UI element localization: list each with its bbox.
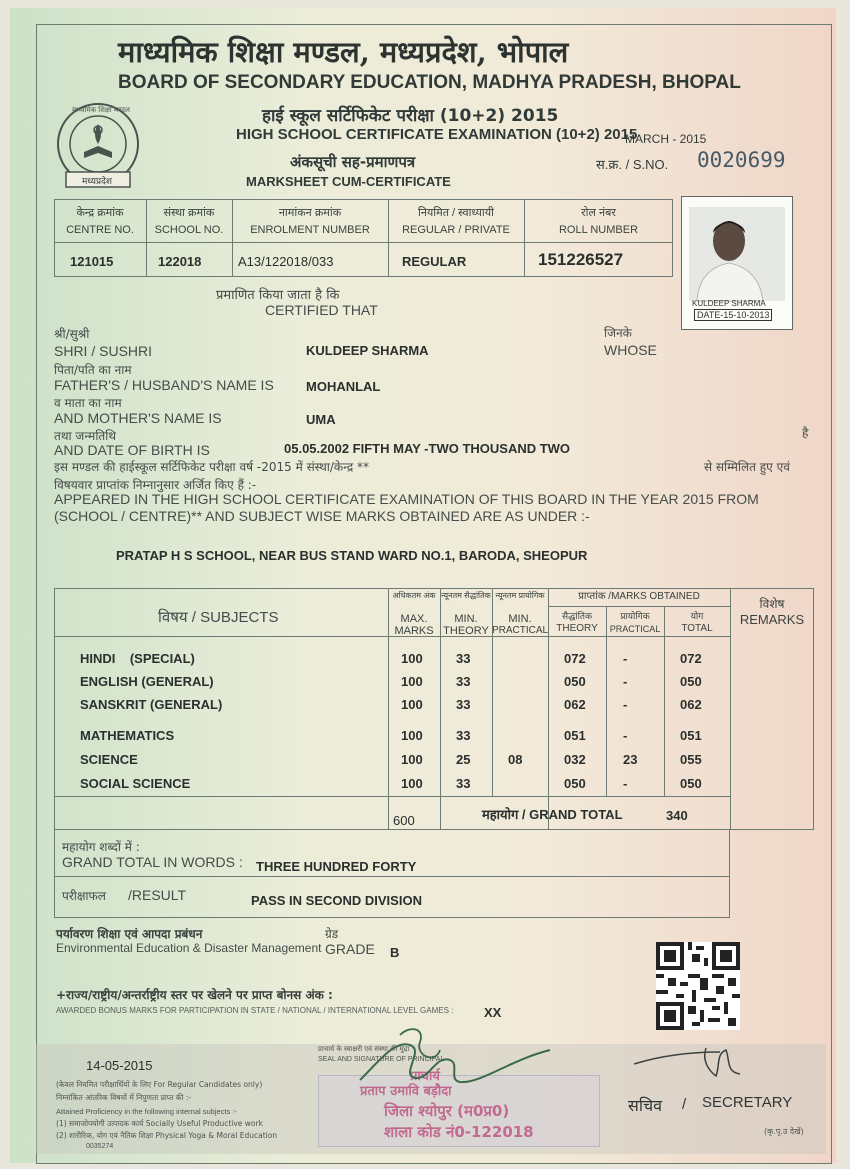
total-marks: 055 [680, 752, 702, 767]
mother-name: UMA [306, 412, 336, 427]
secretary-label-slash: / [682, 1096, 687, 1113]
grand-total-label: महायोग / GRAND TOTAL [482, 807, 623, 822]
regular-private-value: REGULAR [402, 254, 467, 269]
exam-title-english: HIGH SCHOOL CERTIFICATE EXAMINATION (10+2) 2015 [236, 126, 638, 143]
total-marks: 050 [680, 776, 702, 791]
theory-marks: 032 [564, 752, 586, 767]
exam-title-hindi: हाई स्कूल सर्टिफिकेट परीक्षा (10+2) 2015 [262, 106, 559, 126]
max-header-1: MAX. [400, 613, 428, 625]
marksheet-title-english: MARKSHEET CUM-CERTIFICATE [246, 174, 451, 189]
result-label: /RESULT [128, 887, 187, 903]
min-theory: 33 [456, 674, 471, 689]
subjects-header: विषय / SUBJECTS [158, 609, 279, 626]
min-theory-header-hindi: न्यूनतम सैद्धांतिक [441, 591, 491, 600]
grand-total-words-value: THREE HUNDRED FORTY [256, 859, 417, 874]
theory-marks: 062 [564, 697, 586, 712]
subject-name: MATHEMATICS [80, 728, 175, 743]
serial-label: स.क्र. / S.NO. [596, 157, 669, 172]
exam-session: MARCH - 2015 [625, 132, 707, 146]
photo-caption-date: DATE-15-10-2013 [694, 309, 772, 321]
stamp-line-4: शाला कोड नं0-122018 [384, 1123, 534, 1141]
grade-value: B [390, 945, 400, 960]
centre-no-header-hindi: केन्द्र क्रमांक [76, 207, 124, 219]
roll-number-header: ROLL NUMBER [558, 224, 639, 236]
max-header-2: MARKS [394, 625, 434, 637]
env-education-hindi: पर्यावरण शिक्षा एवं आपदा प्रबंधन [56, 927, 203, 941]
student-photo [681, 196, 793, 330]
obtained-header: प्राप्तांक /MARKS OBTAINED [578, 591, 700, 602]
remarks-header: REMARKS [739, 612, 805, 627]
mother-label: AND MOTHER'S NAME IS [54, 410, 222, 426]
practical-marks: - [623, 728, 628, 743]
grand-total-value: 340 [666, 808, 688, 823]
father-label-hindi: पिता/पति का नाम [54, 363, 132, 377]
summary-divider [54, 876, 730, 877]
practical-marks: - [623, 674, 628, 689]
principal-label-hindi: प्राचार्य के स्वाक्षरी एवं संस्था की मुद्रा [318, 1045, 410, 1053]
max-marks: 100 [401, 728, 423, 743]
theory-marks: 051 [564, 728, 586, 743]
result-value: PASS IN SECOND DIVISION [251, 893, 422, 908]
max-marks: 100 [401, 651, 423, 666]
emblem-caption: मध्यप्रदेश [82, 177, 113, 187]
bonus-value: XX [484, 1005, 502, 1020]
father-label: FATHER'S / HUSBAND'S NAME IS [54, 377, 274, 393]
min-theory-header-2: THEORY [443, 625, 489, 637]
name-label: SHRI / SUSHRI [54, 343, 153, 359]
subject-name: SOCIAL SCIENCE [80, 776, 191, 791]
appeared-english-line-2: (SCHOOL / CENTRE)** AND SUBJECT WISE MARKS OBTAINED ARE AS UNDER :- [54, 508, 590, 524]
date-of-birth: 05.05.2002 FIFTH MAY -TWO THOUSAND TWO [284, 441, 571, 456]
practical-marks: - [623, 651, 628, 666]
secretary-label-hindi: सचिव [628, 1096, 663, 1115]
total-marks: 050 [680, 674, 702, 689]
enrolment-header-hindi: नामांकन क्रमांक [278, 207, 342, 219]
school-no-value: 122018 [158, 254, 202, 269]
result-label-hindi: परीक्षाफल [62, 889, 106, 903]
min-practical-header-hindi: न्यूनतम प्रायोगिक [495, 591, 545, 600]
total-marks: 072 [680, 651, 702, 666]
proficiency-item-2: (2) शारीरिक, योग एवं नैतिक शिक्षा Physical Yoga & Moral Education [56, 1131, 278, 1140]
max-marks: 100 [401, 752, 423, 767]
subject-name: HINDI (SPECIAL) [80, 651, 195, 666]
bonus-label-english: AWARDED BONUS MARKS FOR PARTICIPATION IN STATE / NATIONAL / INTERNATIONAL LEVEL GAMES : [56, 1006, 454, 1015]
proficiency-note-english: Attained Proficiency in the following internal subjects :- [56, 1107, 237, 1116]
regular-private-header: REGULAR / PRIVATE [402, 224, 510, 236]
roll-number-value: 151226527 [538, 250, 624, 269]
practical-marks: - [623, 776, 628, 791]
appeared-hindi-line-1: इस मण्डल की हाईस्कूल सर्टिफिकेट परीक्षा वर्ष -2015 में संस्था/केन्द्र ** [54, 460, 370, 474]
regular-candidates-note: (केवल नियमित परीक्षार्थियों के लिए For Regular Candidates only) [56, 1080, 263, 1089]
subject-name: ENGLISH (GENERAL) [80, 674, 214, 689]
min-theory: 33 [456, 651, 471, 666]
min-theory: 25 [456, 752, 471, 767]
practical-header-hindi: प्रायोगिक [620, 611, 650, 621]
board-name-hindi: माध्यमिक शिक्षा मण्डल, मध्यप्रदेश, भोपाल [118, 35, 569, 69]
total-header-hindi: योग [690, 611, 704, 621]
subject-name: SCIENCE [80, 752, 138, 767]
grade-label: GRADE [325, 941, 375, 957]
centre-no-value: 121015 [70, 254, 114, 269]
enrolment-header: ENROLMENT NUMBER [250, 224, 370, 236]
theory-marks: 050 [564, 776, 586, 791]
name-label-hindi: श्री/सुश्री [54, 327, 90, 341]
max-marks-total: 600 [393, 813, 415, 828]
principal-label-english: SEAL AND SIGNATURE OF PRINCIPAL [318, 1056, 445, 1063]
appeared-hindi-line-1-end: से सम्मिलित हुए एवं [704, 460, 790, 474]
min-practical-header-1: MIN. [508, 613, 532, 625]
subject-name: SANSKRIT (GENERAL) [80, 697, 223, 712]
student-name: KULDEEP SHARMA [306, 343, 429, 358]
theory-marks: 072 [564, 651, 586, 666]
principal-signature [340, 1020, 560, 1100]
secretary-signature [630, 1042, 770, 1090]
stamp-line-2: प्रताप उमावि बड़ौदा [360, 1084, 452, 1099]
grand-total-words-label: GRAND TOTAL IN WORDS : [62, 854, 243, 870]
min-practical: 08 [508, 752, 523, 767]
page-turn-note: (कृ.पृ.उ देखें) [764, 1127, 804, 1136]
total-marks: 062 [680, 697, 702, 712]
theory-marks: 050 [564, 674, 586, 689]
certify-english: CERTIFIED THAT [265, 302, 378, 318]
max-header-hindi: अधिकतम अंक [392, 591, 436, 600]
enrolment-value: A13/122018/033 [238, 254, 334, 269]
centre-no-header: CENTRE NO. [66, 224, 134, 236]
father-name: MOHANLAL [306, 379, 381, 394]
min-practical-header-2: PRACTICAL [492, 625, 549, 636]
secretary-label: SECRETARY [702, 1094, 793, 1111]
school-no-header-hindi: संस्था क्रमांक [163, 207, 215, 219]
stamp-line-1: प्राचार्य [410, 1069, 440, 1084]
theory-header: THEORY [556, 623, 598, 634]
serial-number: 0020699 [697, 148, 786, 172]
min-theory: 33 [456, 728, 471, 743]
practical-marks: - [623, 697, 628, 712]
max-marks: 100 [401, 697, 423, 712]
practical-header: PRACTICAL [609, 624, 661, 634]
certify-hindi: प्रमाणित किया जाता है कि [216, 288, 340, 303]
marksheet-title-hindi: अंकसूची सह-प्रमाणपत्र [290, 153, 416, 171]
bonus-label-hindi: +राज्य/राष्ट्रीय/अन्तर्राष्ट्रीय स्तर पर खेलने पर प्राप्त बोनस अंक : [56, 988, 333, 1002]
dob-label-hindi: तथा जन्मतिथि [54, 429, 117, 443]
appeared-hindi-line-2: विषयवार प्राप्तांक निम्नानुसार अर्जित किए हैं :- [54, 478, 257, 492]
roll-number-header-hindi: रोल नंबर [581, 207, 616, 219]
proficiency-note-hindi: निम्नांकित आंतरिक विषयों में निपुणता प्राप्त की :- [56, 1093, 192, 1102]
emblem-ring-text: माध्यमिक शिक्षा मण्डल [72, 106, 130, 114]
practical-marks: 23 [623, 752, 638, 767]
whose-label: WHOSE [604, 342, 657, 358]
stamp-line-3: जिला श्योपुर (म0प्र0) [384, 1102, 510, 1120]
env-education-english: Environmental Education & Disaster Management [56, 941, 322, 955]
board-name-english: BOARD OF SECONDARY EDUCATION, MADHYA PRADESH, BHOPAL [118, 72, 741, 93]
qr-code [656, 942, 740, 1030]
mother-label-hindi: व माता का नाम [54, 396, 122, 410]
hai-text: है [802, 426, 809, 440]
total-marks: 051 [680, 728, 702, 743]
min-theory-header-1: MIN. [454, 613, 478, 625]
grade-label-hindi: ग्रेड [325, 927, 339, 941]
max-marks: 100 [401, 674, 423, 689]
total-header: TOTAL [681, 623, 713, 634]
min-theory: 33 [456, 776, 471, 791]
min-theory: 33 [456, 697, 471, 712]
remarks-header-hindi: विशेष [759, 597, 785, 611]
board-emblem-logo [50, 100, 146, 192]
grand-total-words-label-hindi: महायोग शब्दों में : [62, 840, 140, 854]
proficiency-item-1: (1) समाजोपयोगी उत्पादक कार्य Socially Useful Productive work [56, 1119, 263, 1128]
whose-label-hindi: जिनके [604, 326, 632, 340]
issue-date: 14-05-2015 [86, 1058, 153, 1073]
photo-caption-name: KULDEEP SHARMA [692, 299, 766, 308]
school-name: PRATAP H S SCHOOL, NEAR BUS STAND WARD NO.1, BARODA, SHEOPUR [116, 548, 588, 563]
theory-header-hindi: सैद्धांतिक [562, 611, 592, 621]
marks-total-divider [54, 796, 730, 797]
print-code: 0035274 [86, 1143, 114, 1150]
obtained-header-divider [548, 606, 730, 607]
regular-private-header-hindi: नियमित / स्वाध्यायी [417, 207, 495, 219]
school-no-header: SCHOOL NO. [154, 224, 224, 236]
dob-label: AND DATE OF BIRTH IS [54, 442, 210, 458]
appeared-english-line-1: APPEARED IN THE HIGH SCHOOL CERTIFICATE EXAMINATION OF THIS BOARD IN THE YEAR 2015 FROM [54, 491, 759, 507]
max-marks: 100 [401, 776, 423, 791]
